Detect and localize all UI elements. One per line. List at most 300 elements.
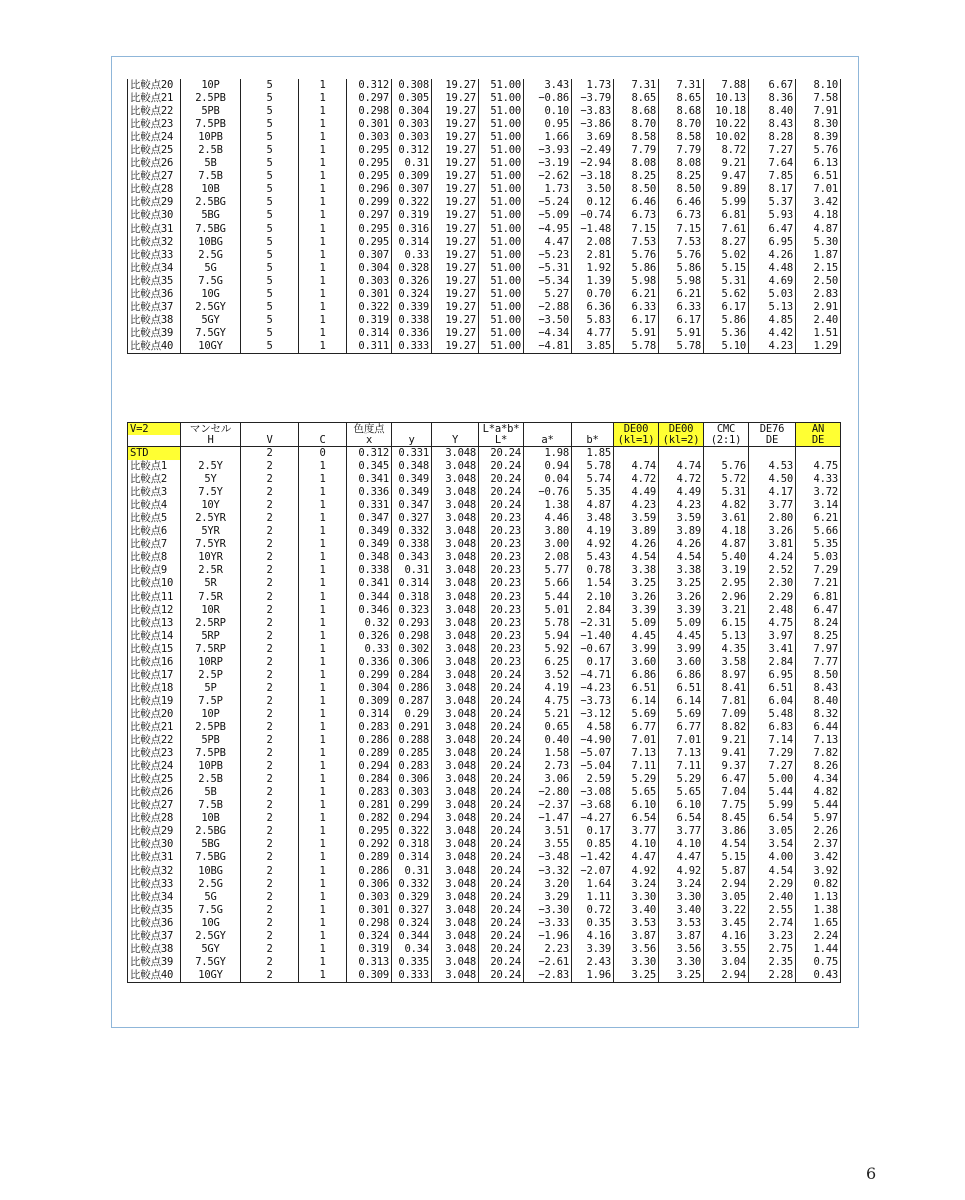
munsell-hue-cell: 2.5Y	[181, 460, 241, 473]
an-de-cell	[796, 447, 841, 461]
an-de-cell: 5.66	[796, 525, 841, 538]
lab-a-cell: −2.80	[524, 786, 572, 799]
chroma-Y-cell: 19.27	[432, 131, 479, 144]
cmc-cell: 5.40	[704, 551, 749, 564]
sample-label-cell: 比較点19	[128, 695, 181, 708]
de00-kl1-cell: 3.99	[614, 643, 659, 656]
lab-b-cell: 4.58	[572, 721, 614, 734]
chroma-Y-cell: 3.048	[432, 695, 479, 708]
sample-label-cell: 比較点23	[128, 747, 181, 760]
munsell-value-cell: 5	[241, 340, 299, 354]
de00-kl2-cell: 6.86	[659, 669, 704, 682]
cmc-cell: 9.89	[704, 183, 749, 196]
chroma-x-cell: 0.336	[347, 656, 392, 669]
lab-a-cell: −5.09	[524, 209, 572, 222]
lab-L-cell: 51.00	[479, 196, 524, 209]
an-de-cell: 1.65	[796, 917, 841, 930]
table-row	[128, 630, 841, 643]
munsell-value-cell: 2	[241, 551, 299, 564]
de00-kl2-cell: 7.13	[659, 747, 704, 760]
de76-cell: 4.54	[749, 865, 796, 878]
de00-kl2-cell: 8.65	[659, 92, 704, 105]
lab-b-cell: 3.39	[572, 943, 614, 956]
lab-L-cell: 20.24	[479, 734, 524, 747]
lab-b-cell: −1.42	[572, 851, 614, 864]
lab-L-cell: 20.24	[479, 904, 524, 917]
an-de-cell: 7.29	[796, 564, 841, 577]
lab-L-cell: 20.23	[479, 551, 524, 564]
chroma-Y-cell: 3.048	[432, 838, 479, 851]
chroma-x-cell: 0.299	[347, 669, 392, 682]
table-row	[128, 643, 841, 656]
chroma-x-cell: 0.303	[347, 275, 392, 288]
lab-L-cell: 20.23	[479, 604, 524, 617]
table-row	[128, 708, 841, 721]
lab-b-cell: 2.10	[572, 591, 614, 604]
lab-a-cell: 3.06	[524, 773, 572, 786]
de76-cell: 2.48	[749, 604, 796, 617]
header-lab-L: L*	[479, 435, 524, 447]
sample-label-cell: 比較点40	[128, 969, 181, 983]
de00-kl1-cell: 3.39	[614, 604, 659, 617]
munsell-value-cell: 2	[241, 604, 299, 617]
lab-b-cell: 4.19	[572, 525, 614, 538]
lab-L-cell: 20.24	[479, 473, 524, 486]
munsell-chroma-cell: 1	[299, 917, 347, 930]
chroma-Y-cell: 3.048	[432, 577, 479, 590]
munsell-hue-cell: 5PB	[181, 105, 241, 118]
an-de-cell: 4.82	[796, 786, 841, 799]
chroma-Y-cell: 3.048	[432, 682, 479, 695]
lab-a-cell: −5.31	[524, 262, 572, 275]
chroma-y-cell: 0.284	[392, 669, 432, 682]
de76-cell: 8.17	[749, 183, 796, 196]
cmc-cell: 5.02	[704, 249, 749, 262]
munsell-value-cell: 2	[241, 786, 299, 799]
sample-label-cell: 比較点31	[128, 851, 181, 864]
cmc-cell: 5.86	[704, 314, 749, 327]
sample-label-cell: 比較点7	[128, 538, 181, 551]
chroma-x-cell: 0.282	[347, 812, 392, 825]
de00-kl1-cell: 6.46	[614, 196, 659, 209]
lab-b-cell: −3.73	[572, 695, 614, 708]
de00-kl1-cell: 8.08	[614, 157, 659, 170]
table-row	[128, 669, 841, 682]
lab-a-cell: 5.44	[524, 591, 572, 604]
lab-b-cell: 5.74	[572, 473, 614, 486]
cmc-cell: 5.36	[704, 327, 749, 340]
de76-cell: 2.29	[749, 591, 796, 604]
de76-cell: 4.69	[749, 275, 796, 288]
table-row	[128, 656, 841, 669]
munsell-value-cell: 2	[241, 917, 299, 930]
de00-kl2-cell: 6.51	[659, 682, 704, 695]
sample-label-cell: 比較点16	[128, 656, 181, 669]
munsell-value-cell: 5	[241, 92, 299, 105]
chroma-Y-cell: 3.048	[432, 708, 479, 721]
munsell-hue-cell: 10R	[181, 604, 241, 617]
cmc-cell: 2.95	[704, 577, 749, 590]
munsell-value-cell: 5	[241, 288, 299, 301]
de00-kl2-cell: 4.72	[659, 473, 704, 486]
sample-label-cell: 比較点20	[128, 79, 181, 92]
chroma-Y-cell: 3.048	[432, 891, 479, 904]
lab-L-cell: 51.00	[479, 170, 524, 183]
table-row	[128, 838, 841, 851]
de76-cell: 8.43	[749, 118, 796, 131]
chroma-x-cell: 0.344	[347, 591, 392, 604]
cmc-cell	[704, 447, 749, 461]
chroma-y-cell: 0.349	[392, 486, 432, 499]
lab-b-cell: 4.77	[572, 327, 614, 340]
chroma-y-cell: 0.328	[392, 262, 432, 275]
chroma-x-cell: 0.304	[347, 262, 392, 275]
header-munsell-value: V	[241, 435, 299, 447]
table-row	[128, 105, 841, 118]
an-de-cell: 4.18	[796, 209, 841, 222]
munsell-hue-cell: 10B	[181, 812, 241, 825]
lab-a-cell: −3.93	[524, 144, 572, 157]
de00-kl1-cell: 6.51	[614, 682, 659, 695]
table-row	[128, 760, 841, 773]
lab-a-cell: −4.81	[524, 340, 572, 354]
chroma-Y-cell: 19.27	[432, 209, 479, 222]
chroma-Y-cell: 3.048	[432, 721, 479, 734]
munsell-hue-cell: 10RP	[181, 656, 241, 669]
table-row	[128, 183, 841, 196]
an-de-cell: 1.87	[796, 249, 841, 262]
an-de-cell: 7.82	[796, 747, 841, 760]
chroma-x-cell: 0.304	[347, 682, 392, 695]
chroma-y-cell: 0.283	[392, 760, 432, 773]
table-row	[128, 591, 841, 604]
munsell-value-cell: 2	[241, 617, 299, 630]
bottom-table-header	[128, 423, 841, 447]
sample-label-cell: 比較点4	[128, 499, 181, 512]
chroma-y-cell: 0.312	[392, 144, 432, 157]
lab-b-cell: 2.84	[572, 604, 614, 617]
chroma-x-cell: 0.286	[347, 734, 392, 747]
munsell-chroma-cell: 1	[299, 327, 347, 340]
lab-a-cell: 2.23	[524, 943, 572, 956]
header-de76: DE76	[749, 423, 796, 436]
chroma-Y-cell: 3.048	[432, 617, 479, 630]
sample-label-cell: 比較点32	[128, 236, 181, 249]
chroma-x-cell: 0.341	[347, 473, 392, 486]
munsell-value-cell: 2	[241, 878, 299, 891]
chroma-y-cell: 0.322	[392, 825, 432, 838]
de76-cell: 2.84	[749, 656, 796, 669]
de76-cell: 4.53	[749, 460, 796, 473]
lab-b-cell: 2.43	[572, 956, 614, 969]
lab-a-cell: 3.20	[524, 878, 572, 891]
lab-b-cell: 0.12	[572, 196, 614, 209]
chroma-x-cell: 0.298	[347, 105, 392, 118]
sample-label-cell: 比較点36	[128, 288, 181, 301]
chroma-Y-cell: 3.048	[432, 917, 479, 930]
lab-b-cell: 1.64	[572, 878, 614, 891]
lab-L-cell: 20.24	[479, 865, 524, 878]
de00-kl1-cell: 5.78	[614, 340, 659, 354]
de76-cell: 2.74	[749, 917, 796, 930]
sample-label-cell: 比較点30	[128, 838, 181, 851]
chroma-Y-cell: 19.27	[432, 196, 479, 209]
de00-kl1-cell: 6.73	[614, 209, 659, 222]
header-chroma-y: y	[392, 435, 432, 447]
an-de-cell: 2.91	[796, 301, 841, 314]
munsell-hue-cell: 2.5B	[181, 144, 241, 157]
munsell-hue-cell: 2.5P	[181, 669, 241, 682]
an-de-cell: 8.10	[796, 79, 841, 92]
lab-L-cell: 20.24	[479, 695, 524, 708]
table-row	[128, 275, 841, 288]
lab-a-cell: −0.76	[524, 486, 572, 499]
cmc-cell: 8.97	[704, 669, 749, 682]
an-de-cell: 8.39	[796, 131, 841, 144]
de76-cell: 4.24	[749, 551, 796, 564]
cmc-cell: 3.04	[704, 956, 749, 969]
lab-b-cell: −4.90	[572, 734, 614, 747]
lab-L-cell: 20.24	[479, 825, 524, 838]
de00-kl1-cell: 5.86	[614, 262, 659, 275]
munsell-chroma-cell: 1	[299, 275, 347, 288]
table-row	[128, 617, 841, 630]
table-row	[128, 525, 841, 538]
cmc-cell: 3.55	[704, 943, 749, 956]
munsell-value-cell: 5	[241, 262, 299, 275]
de00-kl2-cell: 4.23	[659, 499, 704, 512]
de76-cell: 7.27	[749, 144, 796, 157]
munsell-value-cell: 5	[241, 249, 299, 262]
munsell-hue-cell: 2.5GY	[181, 930, 241, 943]
munsell-chroma-cell: 1	[299, 969, 347, 983]
lab-L-cell: 51.00	[479, 157, 524, 170]
de00-kl2-cell: 6.46	[659, 196, 704, 209]
munsell-hue-cell: 5R	[181, 577, 241, 590]
sample-label-cell: STD	[128, 447, 181, 461]
lab-a-cell: 1.98	[524, 447, 572, 461]
de00-kl2-cell: 8.25	[659, 170, 704, 183]
chroma-y-cell: 0.344	[392, 930, 432, 943]
lab-a-cell: 2.08	[524, 551, 572, 564]
munsell-hue-cell: 2.5YR	[181, 512, 241, 525]
munsell-hue-cell: 10PB	[181, 131, 241, 144]
header-an-de: DE	[796, 435, 841, 447]
an-de-cell: 7.13	[796, 734, 841, 747]
munsell-hue-cell: 5GY	[181, 314, 241, 327]
lab-L-cell: 20.24	[479, 721, 524, 734]
lab-a-cell: 3.00	[524, 538, 572, 551]
de00-kl2-cell: 3.26	[659, 591, 704, 604]
lab-a-cell: −5.34	[524, 275, 572, 288]
munsell-value-cell: 2	[241, 747, 299, 760]
lab-L-cell: 20.24	[479, 708, 524, 721]
cmc-cell: 5.15	[704, 262, 749, 275]
munsell-hue-cell: 10GY	[181, 969, 241, 983]
munsell-hue-cell: 10BG	[181, 236, 241, 249]
lab-a-cell: 3.29	[524, 891, 572, 904]
de00-kl1-cell: 3.38	[614, 564, 659, 577]
de00-kl2-cell: 3.24	[659, 878, 704, 891]
sample-label-cell: 比較点21	[128, 92, 181, 105]
lab-b-cell: 1.39	[572, 275, 614, 288]
de76-cell: 2.55	[749, 904, 796, 917]
table-row	[128, 956, 841, 969]
munsell-value-cell: 2	[241, 799, 299, 812]
lab-a-cell: −2.88	[524, 301, 572, 314]
cmc-cell: 8.45	[704, 812, 749, 825]
munsell-chroma-cell: 1	[299, 301, 347, 314]
de76-cell: 8.40	[749, 105, 796, 118]
lab-L-cell: 20.24	[479, 799, 524, 812]
munsell-chroma-cell: 1	[299, 891, 347, 904]
lab-a-cell: −2.37	[524, 799, 572, 812]
an-de-cell: 2.15	[796, 262, 841, 275]
lab-a-cell: −1.96	[524, 930, 572, 943]
munsell-hue-cell: 7.5Y	[181, 486, 241, 499]
lab-L-cell: 20.24	[479, 486, 524, 499]
chroma-Y-cell: 19.27	[432, 327, 479, 340]
cmc-cell: 4.54	[704, 838, 749, 851]
de00-kl1-cell: 3.59	[614, 512, 659, 525]
lab-a-cell: 1.38	[524, 499, 572, 512]
munsell-chroma-cell: 1	[299, 144, 347, 157]
de00-kl1-cell: 7.13	[614, 747, 659, 760]
de76-cell: 4.23	[749, 340, 796, 354]
cmc-cell: 6.17	[704, 301, 749, 314]
munsell-hue-cell: 7.5R	[181, 591, 241, 604]
de00-kl2-cell: 4.26	[659, 538, 704, 551]
header-chroma-Y: Y	[432, 435, 479, 447]
de76-cell: 2.29	[749, 878, 796, 891]
chroma-x-cell: 0.319	[347, 943, 392, 956]
de00-kl1-cell: 4.72	[614, 473, 659, 486]
de00-kl1-cell: 3.26	[614, 591, 659, 604]
lab-a-cell: 4.47	[524, 236, 572, 249]
de00-kl2-cell: 7.53	[659, 236, 704, 249]
lab-L-cell: 51.00	[479, 301, 524, 314]
chroma-x-cell: 0.303	[347, 131, 392, 144]
de76-cell: 2.28	[749, 969, 796, 983]
munsell-chroma-cell: 1	[299, 183, 347, 196]
lab-b-cell: 1.11	[572, 891, 614, 904]
lab-a-cell: 0.04	[524, 473, 572, 486]
de00-kl2-cell: 8.68	[659, 105, 704, 118]
lab-b-cell: 3.50	[572, 183, 614, 196]
table-row	[128, 917, 841, 930]
an-de-cell: 0.43	[796, 969, 841, 983]
an-de-cell: 5.44	[796, 799, 841, 812]
sample-label-cell: 比較点21	[128, 721, 181, 734]
chroma-x-cell: 0.295	[347, 223, 392, 236]
munsell-chroma-cell: 1	[299, 812, 347, 825]
chroma-Y-cell: 3.048	[432, 460, 479, 473]
chroma-Y-cell: 3.048	[432, 825, 479, 838]
lab-b-cell: 1.96	[572, 969, 614, 983]
lab-a-cell: −2.83	[524, 969, 572, 983]
chroma-Y-cell: 3.048	[432, 943, 479, 956]
de76-cell: 7.29	[749, 747, 796, 760]
chroma-x-cell: 0.336	[347, 486, 392, 499]
an-de-cell: 8.24	[796, 617, 841, 630]
lab-a-cell: −3.50	[524, 314, 572, 327]
sample-label-cell: 比較点3	[128, 486, 181, 499]
chroma-Y-cell: 3.048	[432, 525, 479, 538]
de00-kl2-cell: 6.14	[659, 695, 704, 708]
chroma-Y-cell: 19.27	[432, 118, 479, 131]
de00-kl1-cell: 8.50	[614, 183, 659, 196]
chroma-x-cell: 0.312	[347, 447, 392, 461]
munsell-chroma-cell: 1	[299, 525, 347, 538]
chroma-y-cell: 0.319	[392, 209, 432, 222]
chroma-x-cell: 0.32	[347, 617, 392, 630]
sample-label-cell: 比較点39	[128, 956, 181, 969]
lab-L-cell: 51.00	[479, 144, 524, 157]
munsell-chroma-cell: 1	[299, 131, 347, 144]
cmc-cell: 3.45	[704, 917, 749, 930]
munsell-chroma-cell: 1	[299, 865, 347, 878]
table-row	[128, 577, 841, 590]
an-de-cell: 3.14	[796, 499, 841, 512]
munsell-value-cell: 2	[241, 447, 299, 461]
lab-b-cell: 5.35	[572, 486, 614, 499]
chroma-x-cell: 0.324	[347, 930, 392, 943]
de00-kl1-cell: 3.30	[614, 956, 659, 969]
table-row	[128, 786, 841, 799]
de00-kl2-cell: 5.98	[659, 275, 704, 288]
chroma-y-cell: 0.33	[392, 249, 432, 262]
munsell-hue-cell: 10PB	[181, 760, 241, 773]
chroma-x-cell: 0.297	[347, 92, 392, 105]
de00-kl1-cell: 4.49	[614, 486, 659, 499]
lab-a-cell: 6.25	[524, 656, 572, 669]
an-de-cell: 8.50	[796, 669, 841, 682]
table-row	[128, 223, 841, 236]
munsell-chroma-cell: 1	[299, 564, 347, 577]
munsell-hue-cell	[181, 447, 241, 461]
de00-kl1-cell: 7.79	[614, 144, 659, 157]
de00-kl2-cell: 3.30	[659, 891, 704, 904]
cmc-cell: 3.22	[704, 904, 749, 917]
de00-kl2-cell: 3.40	[659, 904, 704, 917]
chroma-y-cell: 0.29	[392, 708, 432, 721]
munsell-value-cell: 2	[241, 460, 299, 473]
lab-L-cell: 20.24	[479, 682, 524, 695]
de00-kl1-cell: 5.29	[614, 773, 659, 786]
cmc-cell: 3.05	[704, 891, 749, 904]
an-de-cell: 1.44	[796, 943, 841, 956]
lab-a-cell: 0.10	[524, 105, 572, 118]
lab-L-cell: 20.24	[479, 499, 524, 512]
chroma-y-cell: 0.306	[392, 773, 432, 786]
de76-cell: 3.23	[749, 930, 796, 943]
lab-L-cell: 20.23	[479, 617, 524, 630]
de00-kl1-cell: 4.45	[614, 630, 659, 643]
cmc-cell: 7.81	[704, 695, 749, 708]
table-row	[128, 460, 841, 473]
lab-L-cell: 51.00	[479, 183, 524, 196]
de00-kl2-cell: 3.25	[659, 969, 704, 983]
header-cmc: (2:1)	[704, 435, 749, 447]
an-de-cell: 2.26	[796, 825, 841, 838]
an-de-cell: 4.87	[796, 223, 841, 236]
cmc-cell: 8.72	[704, 144, 749, 157]
munsell-value-cell: 2	[241, 865, 299, 878]
munsell-chroma-cell: 1	[299, 695, 347, 708]
munsell-value-cell: 2	[241, 499, 299, 512]
munsell-value-cell: 2	[241, 577, 299, 590]
munsell-value-cell: 2	[241, 734, 299, 747]
